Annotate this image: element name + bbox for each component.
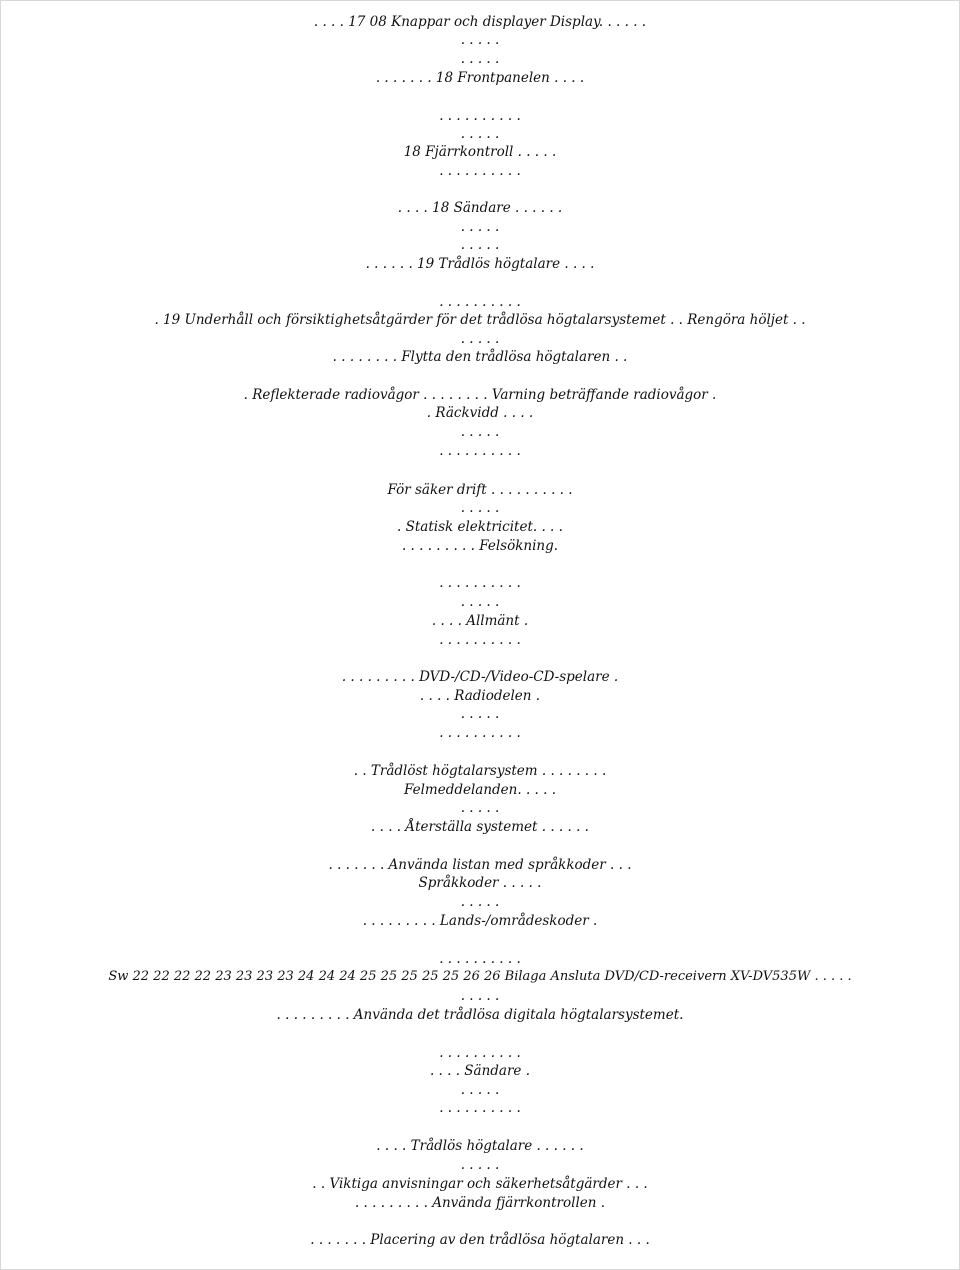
toc-line: Språkkoder . . . . . [418,875,542,891]
toc-line: . . . . . . . . . DVD-/CD-/Video-CD-spelare . [341,669,619,685]
toc-line: . . . . . . . Placering av den trådlösa högtalaren . . . [310,1232,650,1248]
toc-line: . . . . . . . . . Felsökning. [401,538,559,554]
toc-line: . . . . . . . Använda listan med språkkoder . . . [328,857,632,873]
toc-line: . . . . . . . . . . [439,575,521,591]
toc-line: . . . . . [460,32,500,48]
toc-line: . . . . . [460,1082,500,1098]
toc-line: . Statisk elektricitet. . . . [397,519,563,535]
toc-line: . . . . . [460,1157,500,1173]
toc-line: 18 Fjärrkontroll . . . . . [403,144,557,160]
toc-line: . . . . . [460,51,500,67]
toc-line: . . . . Trådlös högtalare . . . . . . [376,1138,584,1154]
toc-line: . . . . . . . . . . [439,1100,521,1116]
toc-line: . . . . 18 Sändare . . . . . . [397,200,563,216]
toc-line: . . . . . [460,126,500,142]
toc-line: . . . . . . . . . . [439,294,521,310]
toc-line: Felmeddelanden. . . . . [403,782,556,798]
toc-line: . . . . . [460,219,500,235]
toc-line: . . . . . [460,894,500,910]
toc-line: . . . . . . . . . . [439,443,521,459]
toc-line: . . . . . . . . . . [439,725,521,741]
toc-line: Sw 22 22 22 22 23 23 23 23 24 24 24 25 25 25 25 25 26 26 Bilaga Ansluta DVD/CD-receivern XV-DV535W . . . . . [108,969,852,984]
toc-line: . . . . Återställa systemet . . . . . . [371,819,589,835]
toc-line: För säker drift . . . . . . . . . . [387,482,573,498]
toc-line: . 19 Underhåll och försiktighetsåtgärder för det trådlösa högtalarsystemet . . Rengöra höljet . . [154,312,806,328]
toc-line: . . . . . [460,331,500,347]
toc-line: . Räckvidd . . . . [426,405,534,421]
toc-line: . . . . . [460,800,500,816]
toc-line: . . . . . . . . . . [439,632,521,648]
toc-line: . . Viktiga anvisningar och säkerhetsåtgärder . . . [312,1176,648,1192]
toc-line: . . . . Radiodelen . [419,688,541,704]
toc-line: . . . . Sändare . [429,1063,531,1079]
toc-line: . . . . . . . . . . [439,951,521,967]
toc-line: . . . . . . . . . Använda fjärrkontrollen . [354,1195,606,1211]
toc-line: . . . . . . . . . . [439,108,521,124]
toc-line: . . . . . [460,424,500,440]
toc-line: . . . . . . . 18 Frontpanelen . . . . [375,70,585,86]
toc-line: . . . . . . . . . . [439,163,521,179]
toc-line: . . . . . [460,500,500,516]
toc-line: . . . . . [460,706,500,722]
toc-line: . Reflekterade radiovågor . . . . . . . . Varning beträffande radiovågor . [243,387,717,403]
toc-line: . . . . . [460,237,500,253]
toc-line: . . . . . . 19 Trådlös högtalare . . . . [365,256,595,272]
toc-line: . . . . 17 08 Knappar och displayer Display. . . . . . [313,14,647,30]
toc-line: . . . . . [460,988,500,1004]
toc-line: . . . . . [460,594,500,610]
toc-line: . . . . . . . . Flytta den trådlösa högtalaren . . [332,349,628,365]
toc-line: . . Trådlöst högtalarsystem . . . . . . . . [353,763,607,779]
toc-line: . . . . . . . . . Lands-/områdeskoder . [362,913,598,929]
toc-line: . . . . . . . . . . [439,1045,521,1061]
toc-line: . . . . Allmänt . [431,613,529,629]
toc-line: . . . . . . . . . Använda det trådlösa digitala högtalarsystemet. [276,1007,684,1023]
